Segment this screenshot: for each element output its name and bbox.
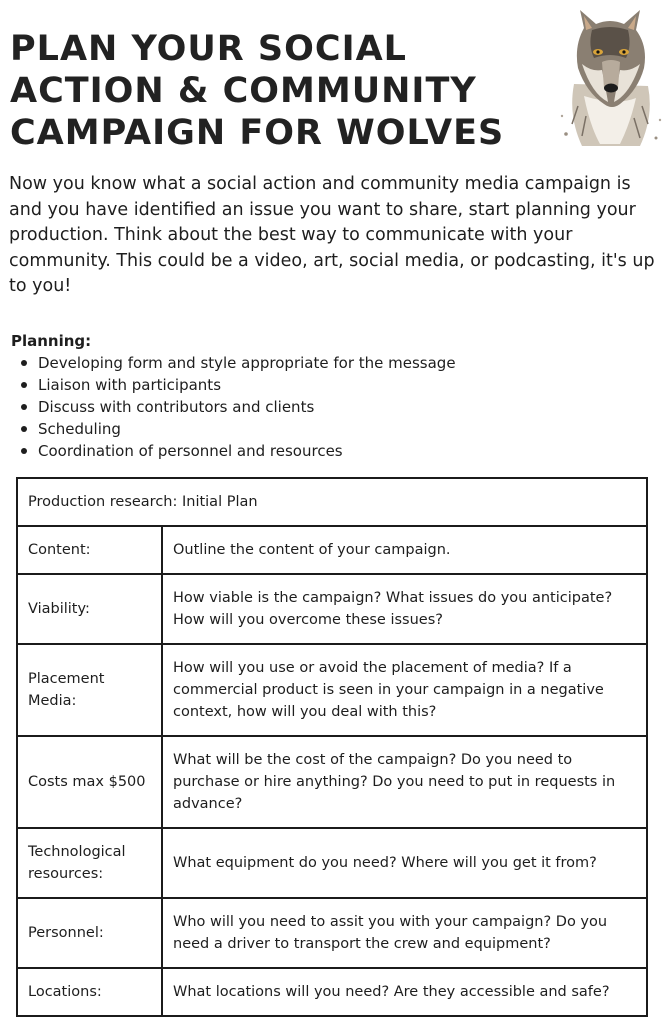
row-label: Locations:: [17, 968, 162, 1016]
table-row: [17, 644, 647, 736]
table-header: Production research: Initial Plan: [17, 478, 647, 526]
row-label: Technological resources:: [17, 828, 162, 898]
planning-list: [38, 352, 456, 462]
row-prompt: How will you use or avoid the placement of media? If a commercial product is seen in your campaign in a negative context, how will you deal with this?: [162, 644, 647, 736]
row-prompt: How viable is the campaign? What issues do you anticipate? How will you overcome these issues?: [162, 574, 647, 644]
table-row: [17, 736, 647, 828]
list-item: Developing form and style appropriate for the message: [38, 354, 456, 372]
intro-paragraph: Now you know what a social action and community media campaign is and you have identified an issue you want to share, start planning your production. Think about the best way to communicate with your community. This could be a video, art, social media, or podcasting, it's up to you!: [9, 174, 655, 296]
table-row: [17, 574, 647, 644]
table-row: [17, 898, 647, 968]
row-label: Placement Media:: [17, 644, 162, 736]
row-prompt: Outline the content of your campaign.: [162, 526, 647, 574]
row-prompt: Who will you need to assit you with your campaign? Do you need a driver to transport the crew and equipment?: [162, 898, 647, 968]
row-label: Costs max $500: [17, 736, 162, 828]
table-row: [17, 968, 647, 1016]
row-label: Content:: [17, 526, 162, 574]
wolf-illustration-icon: [556, 6, 664, 154]
page-title: PLAN YOUR SOCIAL ACTION & COMMUNITY CAMPAIGN FOR WOLVES: [10, 29, 505, 153]
list-item: Coordination of personnel and resources: [38, 440, 456, 462]
table-row: [17, 828, 647, 898]
planning-heading: Planning:: [11, 332, 92, 350]
row-prompt: What locations will you need? Are they accessible and safe?: [162, 968, 647, 1016]
row-label: Viability:: [17, 574, 162, 644]
list-item: Discuss with contributors and clients: [38, 396, 456, 418]
row-prompt: What equipment do you need? Where will you get it from?: [162, 828, 647, 898]
table-row: [17, 526, 647, 574]
production-research-table: [16, 477, 648, 1017]
table-header-row: [17, 478, 647, 526]
list-item: Scheduling: [38, 418, 456, 440]
row-prompt: What will be the cost of the campaign? Do you need to purchase or hire anything? Do you need to put in requests in advance?: [162, 736, 647, 828]
list-item: Liaison with participants: [38, 374, 456, 396]
row-label: Personnel:: [17, 898, 162, 968]
